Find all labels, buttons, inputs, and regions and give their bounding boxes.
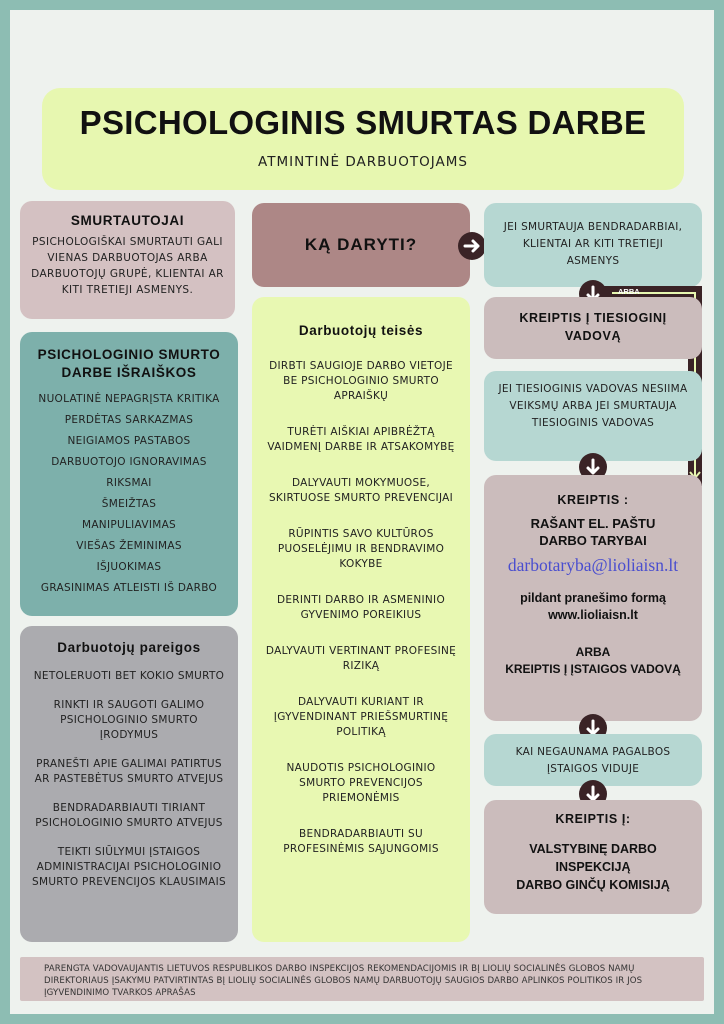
external-inspection: VALSTYBINĘ DARBO INSPEKCIJĄ [529,842,657,874]
flow-step-no-help [484,734,702,786]
perpetrators-card [20,201,235,319]
contact-heading: KREIPTIS : [557,493,629,507]
list-item: BENDRADARBIAUTI TIRIANT PSICHOLOGINIO SMURTO ATVEJUS [35,802,223,829]
page-title: PSICHOLOGINIS SMURTAS DARBE [79,104,647,141]
list-item: RŪPINTIS SAVO KULTŪROS PUOSELĖJIMU IR BENDRAVIMO KOKYBE [277,528,445,570]
list-item: DERINTI DARBO IR ASMENINIO GYVENIMO POREIKIUS [276,594,446,621]
list-item: BENDRADARBIAUTI SU PROFESINĖMIS SĄJUNGOMIS [283,828,439,855]
expressions-heading: PSICHOLOGINIO SMURTO DARBE IŠRAIŠKOS [37,347,221,380]
list-item: NEIGIAMOS PASTABOS [67,435,191,447]
or-label: ARBA [575,645,611,659]
footer-note [20,957,704,1001]
email-link[interactable]: darbotaryba@lioliaisn.lt [507,555,679,575]
contact-email-line2: DARBO TARYBAI [539,533,647,548]
header-banner [42,88,684,190]
list-item: TEIKTI SIŪLYMUI ĮSTAIGOS ADMINISTRACIJAI PSICHOLOGINIO SMURTO PREVENCIJOS KLAUSIMAIS [32,846,226,888]
flow-step-manager-inactive [484,371,702,461]
flow-step-text: KREIPTIS Į TIESIOGINĮ VADOVĄ [519,311,667,343]
list-item: PERDĖTAS SARKAZMAS [64,414,194,426]
list-item: RIKSMAI [106,477,152,489]
contact-email-line1: RAŠANT EL. PAŠTU [530,516,656,531]
flow-step-external [484,800,702,914]
what-to-do-card [252,203,470,287]
duties-heading: Darbuotojų pareigos [57,640,201,655]
list-item: TURĖTI AIŠKIAI APIBRĖŽTĄ VAIDMENĮ DARBE IR ATSAKOMYBĘ [267,426,455,453]
list-item: MANIPULIAVIMAS [81,519,177,531]
list-item: DALYVAUTI KURIANT IR ĮGYVENDINANT PRIEŠSMURTINĘ POLITIKĄ [273,696,449,738]
flow-step-text: KAI NEGAUNAMA PAGALBOS ĮSTAIGOS VIDUJE [515,746,671,775]
form-line1: pildant pranešimo formą [520,591,666,605]
duties-card [20,626,238,942]
list-item: DARBUOTOJO IGNORAVIMAS [51,456,207,468]
flow-step-contact [484,475,702,721]
external-commission: DARBO GINČŲ KOMISIJĄ [516,878,670,892]
list-item: RINKTI IR SAUGOTI GALIMO PSICHOLOGINIO SMURTO ĮRODYMUS [53,699,205,741]
flow-step-direct-manager [484,297,702,359]
footer-text: PARENGTA VADOVAUJANTIS LIETUVOS RESPUBLIKOS DARBO INSPEKCIJOS REKOMENDACIJOMIS IR BĮ LIOLIŲ SOCIALINĖS GLOBOS NAMŲ DIREKTORIAUS ĮSAKYMU PATVIRTINTAS BĮ LIOLIŲ SOCIALINĖS GLOBOS NAMŲ DARBUOTOJŲ SAUGIOS DARBO APLINKOS POLITIKOS IR JOS ĮGYVENDINIMO TVARKOS APRAŠAS [44,964,643,998]
perpetrators-heading: SMURTAUTOJAI [70,213,185,228]
flow-step-text: JEI TIESIOGINIS VADOVAS NESIIMA VEIKSMŲ ARBA JEI SMURTAUJA TIESIOGINIS VADOVAS [498,383,688,429]
list-item: VIEŠAS ŽEMINIMAS [76,540,182,552]
list-item: DALYVAUTI VERTINANT PROFESINĘ RIZIKĄ [265,645,457,672]
or-label: ARBA [618,287,640,296]
rights-card [252,297,470,942]
list-item: NUOLATINĖ NEPAGRĮSTA KRITIKA [38,393,220,405]
rights-heading: Darbuotojų teisės [298,323,424,338]
expressions-card [20,332,238,616]
list-item: IŠJUOKIMAS [96,561,162,573]
list-item: GRASINIMAS ATLEISTI IŠ DARBO [40,582,218,594]
what-to-do-label: KĄ DARYTI? [304,235,418,254]
list-item: DALYVAUTI MOKYMUOSE, SKIRTUOSE SMURTO PREVENCIJAI [268,477,454,504]
arrow-right-icon [458,232,486,260]
list-item: PRANEŠTI APIE GALIMAI PATIRTUS AR PASTEBĖTUS SMURTO ATVEJUS [34,758,224,785]
external-heading: KREIPTIS Į: [555,812,631,826]
website-link[interactable]: www.lioliaisn.lt [548,608,638,622]
list-item: DIRBTI SAUGIOJE DARBO VIETOJE BE PSICHOLOGINIO SMURTO APRAIŠKŲ [269,360,453,402]
perpetrators-text: PSICHOLOGIŠKAI SMURTAUTI GALI VIENAS DARBUOTOJAS ARBA DARBUOTOJŲ GRUPĖ, KLIENTAI AR KITI TRETIEJI ASMENYS. [31,236,224,296]
contact-director: KREIPTIS Į ĮSTAIGOS VADOVĄ [505,662,681,676]
flow-step-text: JEI SMURTAUJA BENDRADARBIAI, KLIENTAI AR KITI TRETIEJI ASMENYS [503,221,683,267]
flow-step-coworkers [484,203,702,287]
page-subtitle: ATMINTINĖ DARBUOTOJAMS [258,154,468,170]
list-item: NETOLERUOTI BET KOKIO SMURTO [33,670,225,682]
list-item: NAUDOTIS PSICHOLOGINIO SMURTO PREVENCIJOS PRIEMONĖMIS [286,762,436,804]
list-item: ŠMEIŽTAS [101,498,157,510]
